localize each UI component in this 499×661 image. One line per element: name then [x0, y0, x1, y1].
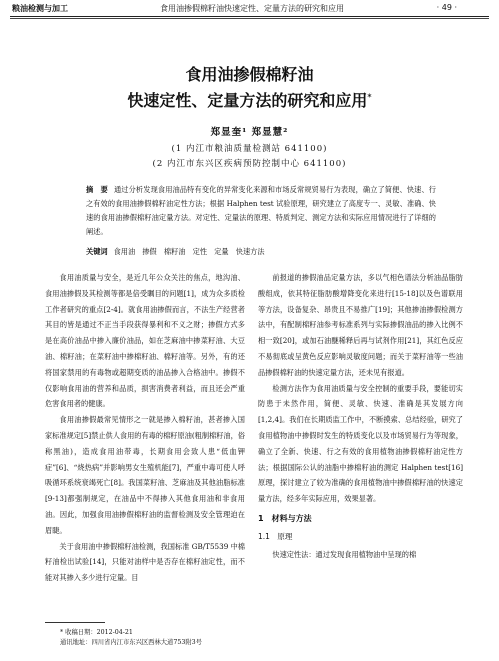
paper-title-line1: 食用油掺假棉籽油: [185, 65, 314, 84]
running-header: [0, 0, 499, 17]
body-paragraph: 检测方法作为食用油质量与安全控制的重要手段，要能切实防患于未然作用，简便、灵敏、快速、准确是其发展方向[1,2,4]。我们在长期质监工作中，不断摸索、总结经验，研究了食用植物油中掺假时发生的特质变化以及市场贸易行为等现象，确立了全新、快速、行之有效的食用植物油掺假棉籽油定性方法；根据国际公认的油脂中掺棉籽油的测定 Halphen test[16]原理，探讨建立了较为准确的食用植物油中掺假棉籽油的快速定量方法，经多年实际应用，效果显著。: [258, 383, 463, 504]
authors: 郑显奎¹ 郑显慧²: [210, 127, 289, 138]
affiliation-1: (1 内江市粮油质量检测站 641100): [171, 144, 328, 154]
right-column: [258, 270, 463, 562]
body-paragraph: 食用油掺假最常见情形之一就是掺入棉籽油，甚者掺入国家标准规定[5]禁止供人食用的有毒的棉籽原油(粗制棉籽油，俗称黑油)，造成食用油带毒，长期食用会致人患“低血钾症”[6]、“烧热病”并影响男女生殖机能[7]，严重中毒可使人呼吸循环系统衰竭死亡[8]。我国菜籽油、芝麻油及其他油脂标准[9-13]都强制规定，在油品中不得掺入其他食用油和非食用油。因此，加强食用油掺假棉籽油的监督检测及安全管理迫在眉睫。: [45, 415, 245, 535]
left-column: [45, 270, 245, 586]
abstract-label: 摘 要: [86, 185, 108, 194]
abstract-text: 通过分析发现食用油品特有变化的异常变化来源和市场反常规贸易行为表现，确立了简便、快速、行之有效的食用油掺假棉籽油定性方法；根据 Halphen test 试验原理，研究建立了高度专一、灵敏、准确、快速的食用油掺假棉籽油定量方法。对定性、定量法的原理、特质判定、测定方法和实际应用情况进行了详细的阐述。: [86, 185, 436, 236]
abstract: [86, 183, 436, 239]
body-paragraph: 快速定性法：通过发现食用植物油中呈现的棉: [272, 549, 417, 559]
body-paragraph: 关于食用油中掺假棉籽油检测，我国标准 GB/T5539 中棉籽油检出试验[14]，只能对油样中是否存在棉籽油定性，而不能对其掺入多少进行定量。目: [45, 541, 245, 583]
subsection-heading: 1.1 原理: [258, 531, 293, 541]
paper-title-line2: [0, 88, 499, 111]
title-footnote-mark: *: [367, 91, 372, 102]
keywords-text: 食用油 掺假 棉籽油 定性 定量 快速方法: [113, 247, 265, 256]
keywords-label: 关键词: [86, 247, 108, 256]
footnote-received-date: * 收稿日期：2012-04-21: [60, 629, 133, 636]
journal-name: 粮油检测与加工: [12, 4, 68, 13]
paper-title-line2-text: 快速定性、定量方法的研究和应用: [127, 91, 368, 110]
footnote-address: 通讯地址：四川省内江市东兴区西林大道753附3号: [60, 639, 202, 646]
body-paragraph: 食用油质量与安全，是近几年公众关注的焦点，地沟油、食用油掺假及其检测等都是倍受瞩目的问题[1]，成为众多质检工作者研究的重点[2-4]。就食用油掺假而言，不法生产经营者其目的皆是通过不正当手段获得暴利和不义之财；掺假方式多是在高价油品中掺入廉价油品，如在芝麻油中掺菜籽油、大豆油、棉籽油；在菜籽油中掺棉籽油、棉籽油等。另外，有的还将国家禁用的有毒物或超期变质的油品掺入合格油中。掺假不仅影响食用油的营养和品质，损害消费者利益，而且还会严重危害食用者的健康。: [45, 273, 245, 409]
page-number: · 49 ·: [436, 3, 457, 12]
header-rule: [10, 16, 489, 17]
section-heading: 1 材料与方法: [258, 513, 312, 523]
header-rule-thin: [10, 18, 489, 19]
body-paragraph: 前报道的掺假油品定量方法，多以气相色谱法分析油品脂肪酸组成，依其特征脂肪酸增降变化来进行[15-18]以及色谱联用等方法，设备复杂、昂贵且不易推广[19]；其他掺油掺假检测方法中，有配制棉籽油参考标准系列与实际掺假油品的掺入比例不相一致[20]，或加石油醚稀释后再与试剂作用[21]，其红色反应不易彻底或呈黄色反应影响灵敏度问题；而关于菜籽油等一些油品掺假棉籽油的快速定量方法，还未见有报道。: [258, 273, 463, 377]
footnote-rule: [45, 622, 105, 623]
affiliation-2: (2 内江市东兴区疾病预防控制中心 641100): [152, 159, 347, 169]
running-title: 食用油掺假棉籽油快速定性、定量方法的研究和应用: [160, 4, 344, 13]
keywords: [86, 247, 436, 257]
